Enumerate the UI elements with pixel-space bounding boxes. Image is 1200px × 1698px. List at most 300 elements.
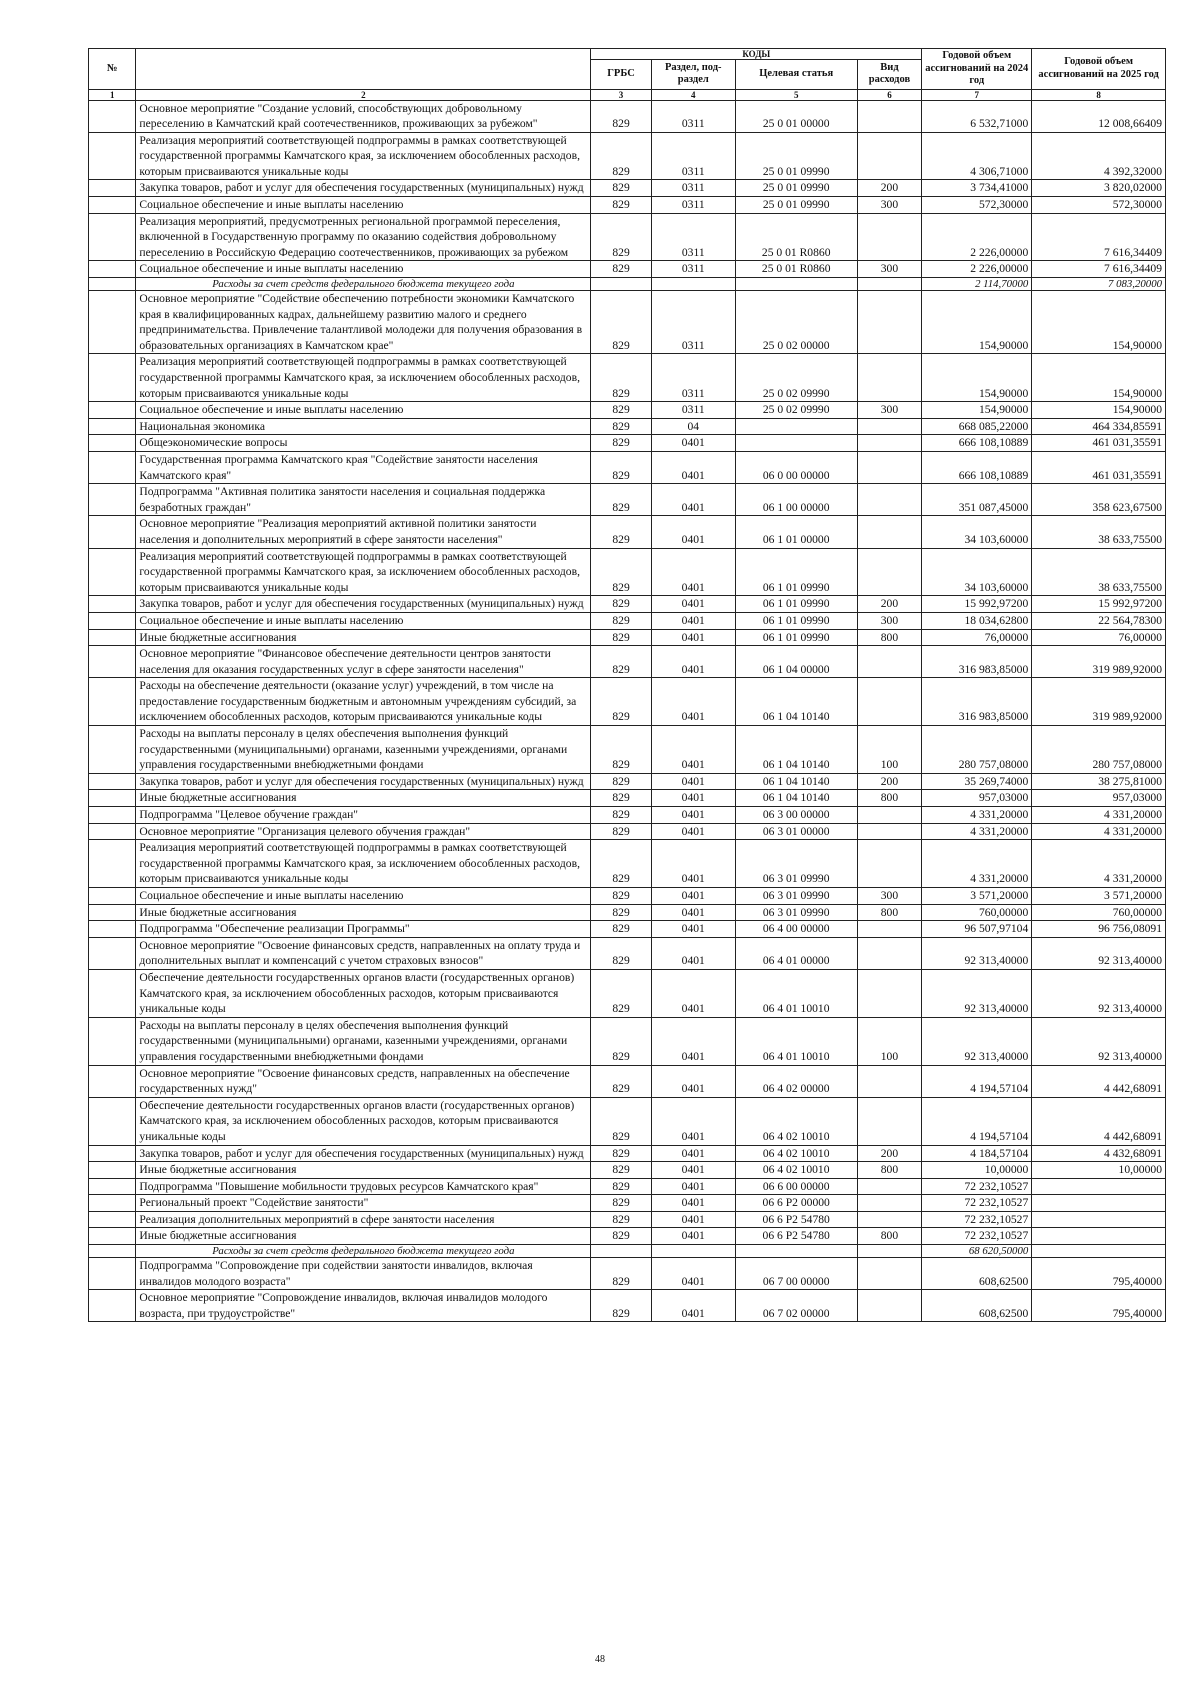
cell-grbs: 829 xyxy=(591,1162,651,1179)
cell-article: 06 4 01 10010 xyxy=(735,1017,857,1065)
cell-exptype xyxy=(857,678,922,726)
cell-name: Иные бюджетные ассигнования xyxy=(136,1228,591,1245)
cell-name: Обеспечение деятельности государственных органов власти (государственных органов) Камчатского края, за исключением обособленных расходов, которым присваиваются уникальные коды xyxy=(136,969,591,1017)
cell-article: 06 4 02 10010 xyxy=(735,1162,857,1179)
cell-num xyxy=(89,773,136,790)
cell-section: 0401 xyxy=(651,1097,735,1145)
cell-exptype: 800 xyxy=(857,1162,922,1179)
cell-article: 06 4 01 00000 xyxy=(735,937,857,969)
cell-exptype xyxy=(857,823,922,840)
cell-num xyxy=(89,596,136,613)
page-number: 48 xyxy=(595,1654,605,1665)
cell-num xyxy=(89,402,136,419)
cell-2024: 608,62500 xyxy=(922,1258,1032,1290)
cell-grbs: 829 xyxy=(591,548,651,596)
cell-2024: 72 232,10527 xyxy=(922,1178,1032,1195)
colnum-2: 2 xyxy=(136,89,591,100)
cell-num xyxy=(89,354,136,402)
cell-name: Расходы за счет средств федерального бюджета текущего года xyxy=(136,1245,591,1258)
cell-exptype: 300 xyxy=(857,261,922,278)
table-row xyxy=(89,1258,1166,1290)
cell-grbs: 829 xyxy=(591,1065,651,1097)
cell-grbs: 829 xyxy=(591,1258,651,1290)
table-row xyxy=(89,213,1166,261)
cell-exptype xyxy=(857,1211,922,1228)
cell-2024: 10,00000 xyxy=(922,1162,1032,1179)
cell-2025: 92 313,40000 xyxy=(1032,937,1166,969)
cell-article: 06 6 00 00000 xyxy=(735,1178,857,1195)
cell-2025: 795,40000 xyxy=(1032,1290,1166,1322)
cell-grbs: 829 xyxy=(591,807,651,824)
cell-article: 06 4 00 00000 xyxy=(735,921,857,938)
cell-num xyxy=(89,807,136,824)
cell-num xyxy=(89,1178,136,1195)
cell-num xyxy=(89,823,136,840)
cell-article: 06 4 02 10010 xyxy=(735,1097,857,1145)
colnum-5: 5 xyxy=(735,89,857,100)
cell-article: 25 0 02 09990 xyxy=(735,354,857,402)
cell-section: 0401 xyxy=(651,888,735,905)
cell-name: Обеспечение деятельности государственных органов власти (государственных органов) Камчатского края, за исключением обособленных расходов, которым присваиваются уникальные коды xyxy=(136,1097,591,1145)
cell-section: 0401 xyxy=(651,904,735,921)
cell-name: Основное мероприятие "Создание условий, способствующих добровольному переселению в Камчатский край соотечественников, проживающих за рубежом" xyxy=(136,100,591,132)
cell-name: Национальная экономика xyxy=(136,418,591,435)
cell-2024: 4 331,20000 xyxy=(922,840,1032,888)
cell-grbs: 829 xyxy=(591,354,651,402)
cell-exptype xyxy=(857,646,922,678)
cell-name: Иные бюджетные ассигнования xyxy=(136,1162,591,1179)
cell-article xyxy=(735,435,857,452)
cell-article: 06 3 01 09990 xyxy=(735,904,857,921)
cell-exptype xyxy=(857,807,922,824)
cell-2024: 280 757,08000 xyxy=(922,726,1032,774)
cell-2025: 319 989,92000 xyxy=(1032,646,1166,678)
codes-header: КОДЫ xyxy=(591,49,922,60)
cell-2024: 68 620,50000 xyxy=(922,1245,1032,1258)
cell-grbs: 829 xyxy=(591,888,651,905)
cell-2025: 957,03000 xyxy=(1032,790,1166,807)
colnum-3: 3 xyxy=(591,89,651,100)
cell-grbs: 829 xyxy=(591,1211,651,1228)
cell-exptype: 800 xyxy=(857,790,922,807)
cell-num xyxy=(89,612,136,629)
cell-section xyxy=(651,278,735,291)
cell-name: Расходы на обеспечение деятельности (оказание услуг) учреждений, в том числе на предоставление государственным бюджетным и автономным учреждениям субсидий, за исключением обособленных расходов, которым присваиваются уникальные коды xyxy=(136,678,591,726)
cell-num xyxy=(89,1211,136,1228)
cell-section: 0401 xyxy=(651,1017,735,1065)
cell-article: 06 1 01 09990 xyxy=(735,612,857,629)
cell-2025 xyxy=(1032,1195,1166,1212)
cell-grbs: 829 xyxy=(591,596,651,613)
cell-num xyxy=(89,435,136,452)
cell-grbs: 829 xyxy=(591,678,651,726)
cell-article: 06 1 01 09990 xyxy=(735,596,857,613)
cell-num xyxy=(89,1258,136,1290)
cell-article: 06 1 01 00000 xyxy=(735,516,857,548)
cell-2024: 34 103,60000 xyxy=(922,548,1032,596)
colnum-4: 4 xyxy=(651,89,735,100)
cell-exptype xyxy=(857,132,922,180)
cell-grbs: 829 xyxy=(591,1017,651,1065)
cell-exptype: 800 xyxy=(857,1228,922,1245)
cell-grbs: 829 xyxy=(591,1145,651,1162)
cell-2024: 92 313,40000 xyxy=(922,1017,1032,1065)
col-num-header: № xyxy=(89,49,136,90)
cell-article: 06 7 00 00000 xyxy=(735,1258,857,1290)
table-row xyxy=(89,1097,1166,1145)
cell-grbs: 829 xyxy=(591,1097,651,1145)
cell-article: 25 0 01 00000 xyxy=(735,100,857,132)
cell-2024: 92 313,40000 xyxy=(922,969,1032,1017)
cell-grbs: 829 xyxy=(591,840,651,888)
cell-article: 06 6 P2 00000 xyxy=(735,1195,857,1212)
cell-section: 0401 xyxy=(651,596,735,613)
cell-exptype xyxy=(857,1245,922,1258)
cell-num xyxy=(89,840,136,888)
cell-section: 0311 xyxy=(651,354,735,402)
table-row xyxy=(89,180,1166,197)
table-row xyxy=(89,921,1166,938)
cell-name: Реализация мероприятий соответствующей подпрограммы в рамках соответствующей государственной программы Камчатского края, за исключением обособленных расходов, которым присваиваются уникальные коды xyxy=(136,548,591,596)
cell-exptype: 200 xyxy=(857,180,922,197)
cell-name: Основное мероприятие "Освоение финансовых средств, направленных на оплату труда и дополнительных выплат и компенсаций с учетом страховых взносов" xyxy=(136,937,591,969)
cell-name: Закупка товаров, работ и услуг для обеспечения государственных (муниципальных) нужд xyxy=(136,773,591,790)
table-row xyxy=(89,484,1166,516)
table-row xyxy=(89,548,1166,596)
cell-num xyxy=(89,516,136,548)
cell-exptype xyxy=(857,937,922,969)
cell-2025: 38 633,75500 xyxy=(1032,516,1166,548)
cell-section: 0401 xyxy=(651,790,735,807)
cell-grbs: 829 xyxy=(591,1195,651,1212)
cell-section: 0401 xyxy=(651,840,735,888)
cell-article: 06 1 04 10140 xyxy=(735,790,857,807)
cell-exptype xyxy=(857,548,922,596)
cell-section: 0401 xyxy=(651,516,735,548)
cell-2024: 4 184,57104 xyxy=(922,1145,1032,1162)
cell-2025: 12 008,66409 xyxy=(1032,100,1166,132)
cell-2025: 4 392,32000 xyxy=(1032,132,1166,180)
cell-2024: 2 114,70000 xyxy=(922,278,1032,291)
cell-num xyxy=(89,132,136,180)
cell-name: Подпрограмма "Целевое обучение граждан" xyxy=(136,807,591,824)
cell-name: Государственная программа Камчатского края "Содействие занятости населения Камчатского края" xyxy=(136,451,591,483)
cell-section: 0311 xyxy=(651,100,735,132)
cell-name: Расходы на выплаты персоналу в целях обеспечения выполнения функций государственными (муниципальными) органами, казенными учреждениями, органами управления государственными внебюджетными фондами xyxy=(136,1017,591,1065)
cell-name: Иные бюджетные ассигнования xyxy=(136,629,591,646)
cell-2025: 760,00000 xyxy=(1032,904,1166,921)
cell-grbs xyxy=(591,1245,651,1258)
cell-2024: 666 108,10889 xyxy=(922,451,1032,483)
cell-exptype: 300 xyxy=(857,612,922,629)
cell-grbs: 829 xyxy=(591,484,651,516)
cell-section: 0311 xyxy=(651,132,735,180)
table-row xyxy=(89,197,1166,214)
cell-2024: 4 331,20000 xyxy=(922,823,1032,840)
cell-2025: 22 564,78300 xyxy=(1032,612,1166,629)
cell-grbs: 829 xyxy=(591,773,651,790)
cell-2024: 4 194,57104 xyxy=(922,1065,1032,1097)
cell-2025: 15 992,97200 xyxy=(1032,596,1166,613)
cell-grbs: 829 xyxy=(591,646,651,678)
table-row xyxy=(89,1145,1166,1162)
cell-num xyxy=(89,937,136,969)
cell-article: 06 3 01 09990 xyxy=(735,840,857,888)
col-2025-header: Годовой объем ассигнований на 2025 год xyxy=(1032,49,1166,90)
cell-article: 25 0 01 09990 xyxy=(735,197,857,214)
cell-2025: 92 313,40000 xyxy=(1032,969,1166,1017)
cell-2025: 795,40000 xyxy=(1032,1258,1166,1290)
cell-grbs: 829 xyxy=(591,132,651,180)
cell-name: Реализация дополнительных мероприятий в сфере занятости населения xyxy=(136,1211,591,1228)
cell-article: 06 3 01 00000 xyxy=(735,823,857,840)
cell-2025 xyxy=(1032,1245,1166,1258)
cell-section: 0311 xyxy=(651,213,735,261)
cell-2025: 7 083,20000 xyxy=(1032,278,1166,291)
cell-section: 0401 xyxy=(651,451,735,483)
cell-num xyxy=(89,678,136,726)
cell-num xyxy=(89,1228,136,1245)
cell-grbs: 829 xyxy=(591,100,651,132)
cell-num xyxy=(89,261,136,278)
col-article-header: Целевая статья xyxy=(735,60,857,89)
cell-exptype xyxy=(857,840,922,888)
table-row xyxy=(89,291,1166,354)
cell-grbs: 829 xyxy=(591,1228,651,1245)
table-row xyxy=(89,726,1166,774)
cell-section: 0401 xyxy=(651,678,735,726)
cell-2025: 280 757,08000 xyxy=(1032,726,1166,774)
cell-grbs: 829 xyxy=(591,435,651,452)
col-exptype-header: Вид расходов xyxy=(857,60,922,89)
table-row xyxy=(89,402,1166,419)
cell-2025: 4 442,68091 xyxy=(1032,1065,1166,1097)
table-row xyxy=(89,1245,1166,1258)
cell-num xyxy=(89,484,136,516)
cell-num xyxy=(89,904,136,921)
cell-2024: 72 232,10527 xyxy=(922,1228,1032,1245)
cell-num xyxy=(89,726,136,774)
cell-name: Социальное обеспечение и иные выплаты населению xyxy=(136,612,591,629)
cell-section: 0401 xyxy=(651,1211,735,1228)
cell-name: Реализация мероприятий соответствующей подпрограммы в рамках соответствующей государственной программы Камчатского края, за исключением обособленных расходов, которым присваиваются уникальные коды xyxy=(136,132,591,180)
table-row xyxy=(89,840,1166,888)
col-2024-header: Годовой объем ассигнований на 2024 год xyxy=(922,49,1032,90)
cell-grbs: 829 xyxy=(591,726,651,774)
cell-grbs: 829 xyxy=(591,790,651,807)
cell-num xyxy=(89,197,136,214)
cell-section: 0311 xyxy=(651,180,735,197)
cell-exptype xyxy=(857,354,922,402)
cell-exptype xyxy=(857,100,922,132)
table-row xyxy=(89,132,1166,180)
cell-2024: 18 034,62800 xyxy=(922,612,1032,629)
cell-exptype: 800 xyxy=(857,904,922,921)
cell-exptype: 300 xyxy=(857,197,922,214)
cell-section: 0401 xyxy=(651,435,735,452)
table-row xyxy=(89,1290,1166,1322)
cell-exptype: 300 xyxy=(857,888,922,905)
cell-article: 06 4 01 10010 xyxy=(735,969,857,1017)
cell-2024: 35 269,74000 xyxy=(922,773,1032,790)
cell-2025: 358 623,67500 xyxy=(1032,484,1166,516)
cell-grbs: 829 xyxy=(591,291,651,354)
cell-exptype xyxy=(857,1065,922,1097)
col-name-header xyxy=(136,49,591,90)
cell-exptype xyxy=(857,418,922,435)
colnum-7: 7 xyxy=(922,89,1032,100)
cell-grbs: 829 xyxy=(591,969,651,1017)
col-grbs-header: ГРБС xyxy=(591,60,651,89)
cell-2025: 319 989,92000 xyxy=(1032,678,1166,726)
cell-name: Подпрограмма "Повышение мобильности трудовых ресурсов Камчатского края" xyxy=(136,1178,591,1195)
table-row xyxy=(89,904,1166,921)
cell-2024: 3 571,20000 xyxy=(922,888,1032,905)
cell-num xyxy=(89,1290,136,1322)
cell-name: Региональный проект "Содействие занятости" xyxy=(136,1195,591,1212)
cell-2025: 461 031,35591 xyxy=(1032,451,1166,483)
cell-section: 0401 xyxy=(651,646,735,678)
cell-exptype: 200 xyxy=(857,596,922,613)
cell-2024: 15 992,97200 xyxy=(922,596,1032,613)
cell-name: Основное мероприятие "Организация целевого обучения граждан" xyxy=(136,823,591,840)
cell-2025: 10,00000 xyxy=(1032,1162,1166,1179)
cell-article: 06 1 04 00000 xyxy=(735,646,857,678)
table-row xyxy=(89,451,1166,483)
cell-2024: 316 983,85000 xyxy=(922,678,1032,726)
table-row xyxy=(89,969,1166,1017)
cell-num xyxy=(89,451,136,483)
cell-2024: 316 983,85000 xyxy=(922,646,1032,678)
table-row xyxy=(89,100,1166,132)
cell-exptype xyxy=(857,1258,922,1290)
cell-2025: 154,90000 xyxy=(1032,402,1166,419)
cell-num xyxy=(89,1162,136,1179)
table-row xyxy=(89,516,1166,548)
cell-grbs: 829 xyxy=(591,823,651,840)
table-row xyxy=(89,790,1166,807)
cell-name: Закупка товаров, работ и услуг для обеспечения государственных (муниципальных) нужд xyxy=(136,1145,591,1162)
cell-name: Основное мероприятие "Сопровождение инвалидов, включая инвалидов молодого возраста, при трудоустройстве" xyxy=(136,1290,591,1322)
cell-article: 25 0 02 00000 xyxy=(735,291,857,354)
cell-num xyxy=(89,790,136,807)
cell-2025 xyxy=(1032,1211,1166,1228)
cell-exptype: 100 xyxy=(857,726,922,774)
table-row xyxy=(89,435,1166,452)
cell-exptype xyxy=(857,921,922,938)
budget-table xyxy=(88,48,1166,1322)
cell-name: Социальное обеспечение и иные выплаты населению xyxy=(136,197,591,214)
cell-2025: 154,90000 xyxy=(1032,291,1166,354)
cell-2025: 38 633,75500 xyxy=(1032,548,1166,596)
cell-2025 xyxy=(1032,1178,1166,1195)
cell-2024: 2 226,00000 xyxy=(922,261,1032,278)
cell-section: 0401 xyxy=(651,1258,735,1290)
cell-grbs: 829 xyxy=(591,402,651,419)
cell-article: 06 1 04 10140 xyxy=(735,773,857,790)
cell-name: Основное мероприятие "Освоение финансовых средств, направленных на обеспечение государственных нужд" xyxy=(136,1065,591,1097)
cell-2025: 4 442,68091 xyxy=(1032,1097,1166,1145)
cell-section: 0401 xyxy=(651,1065,735,1097)
cell-article xyxy=(735,418,857,435)
cell-article: 06 1 00 00000 xyxy=(735,484,857,516)
cell-section: 0311 xyxy=(651,197,735,214)
table-row xyxy=(89,354,1166,402)
cell-num xyxy=(89,1145,136,1162)
cell-name: Закупка товаров, работ и услуг для обеспечения государственных (муниципальных) нужд xyxy=(136,180,591,197)
cell-2024: 572,30000 xyxy=(922,197,1032,214)
cell-2025: 76,00000 xyxy=(1032,629,1166,646)
cell-2024: 668 085,22000 xyxy=(922,418,1032,435)
table-row xyxy=(89,1195,1166,1212)
cell-2025: 572,30000 xyxy=(1032,197,1166,214)
table-row xyxy=(89,596,1166,613)
cell-name: Закупка товаров, работ и услуг для обеспечения государственных (муниципальных) нужд xyxy=(136,596,591,613)
cell-name: Реализация мероприятий соответствующей подпрограммы в рамках соответствующей государственной программы Камчатского края, за исключением обособленных расходов, которым присваиваются уникальные коды xyxy=(136,840,591,888)
cell-section: 0401 xyxy=(651,726,735,774)
cell-exptype xyxy=(857,969,922,1017)
cell-grbs: 829 xyxy=(591,261,651,278)
cell-section: 0401 xyxy=(651,612,735,629)
cell-exptype xyxy=(857,1097,922,1145)
cell-article xyxy=(735,278,857,291)
cell-section: 0311 xyxy=(651,291,735,354)
cell-section: 0401 xyxy=(651,773,735,790)
cell-2025: 4 331,20000 xyxy=(1032,807,1166,824)
cell-2025: 92 313,40000 xyxy=(1032,1017,1166,1065)
cell-exptype xyxy=(857,278,922,291)
cell-name: Иные бюджетные ассигнования xyxy=(136,790,591,807)
cell-2025: 7 616,34409 xyxy=(1032,261,1166,278)
cell-section: 0311 xyxy=(651,261,735,278)
cell-2025: 7 616,34409 xyxy=(1032,213,1166,261)
cell-section: 0401 xyxy=(651,1145,735,1162)
table-row xyxy=(89,261,1166,278)
budget-page xyxy=(88,48,1166,1322)
cell-name: Расходы на выплаты персоналу в целях обеспечения выполнения функций государственными (муниципальными) органами, казенными учреждениями, органами управления государственными внебюджетными фондами xyxy=(136,726,591,774)
cell-grbs: 829 xyxy=(591,612,651,629)
cell-name: Иные бюджетные ассигнования xyxy=(136,904,591,921)
cell-article: 06 6 P2 54780 xyxy=(735,1228,857,1245)
cell-name: Социальное обеспечение и иные выплаты населению xyxy=(136,888,591,905)
table-body xyxy=(89,100,1166,1322)
cell-article: 06 1 01 09990 xyxy=(735,629,857,646)
cell-section: 0401 xyxy=(651,484,735,516)
cell-article: 25 0 02 09990 xyxy=(735,402,857,419)
table-row xyxy=(89,278,1166,291)
table-row xyxy=(89,1228,1166,1245)
cell-num xyxy=(89,969,136,1017)
cell-num xyxy=(89,629,136,646)
cell-grbs: 829 xyxy=(591,418,651,435)
cell-2024: 154,90000 xyxy=(922,402,1032,419)
cell-2024: 957,03000 xyxy=(922,790,1032,807)
cell-article: 06 4 02 00000 xyxy=(735,1065,857,1097)
cell-2024: 34 103,60000 xyxy=(922,516,1032,548)
cell-grbs: 829 xyxy=(591,904,651,921)
cell-num xyxy=(89,1065,136,1097)
cell-num xyxy=(89,1097,136,1145)
cell-grbs: 829 xyxy=(591,921,651,938)
cell-article: 06 4 02 10010 xyxy=(735,1145,857,1162)
table-row xyxy=(89,1178,1166,1195)
cell-num xyxy=(89,548,136,596)
cell-section: 0401 xyxy=(651,1178,735,1195)
table-row xyxy=(89,807,1166,824)
cell-section: 0401 xyxy=(651,969,735,1017)
cell-num xyxy=(89,888,136,905)
cell-section: 0401 xyxy=(651,921,735,938)
